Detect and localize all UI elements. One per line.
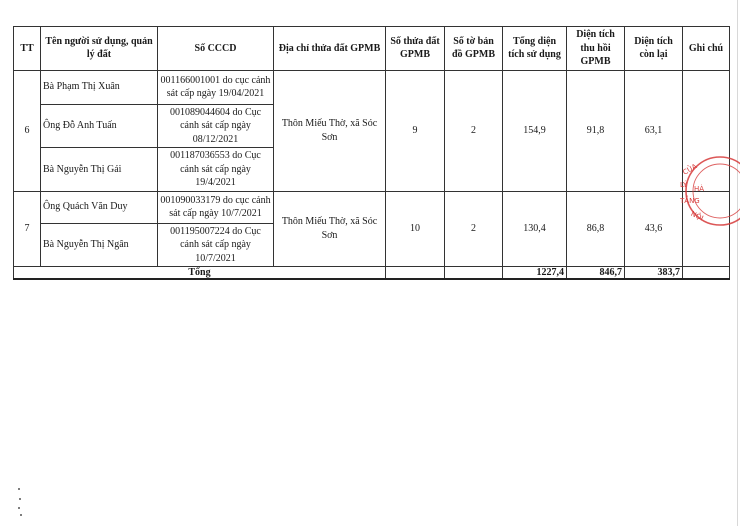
- svg-text:NỘI: NỘI: [689, 209, 705, 223]
- row-name: Bà Nguyễn Thị Gái: [41, 148, 158, 192]
- row-recovered-area: 91,8: [567, 70, 625, 191]
- header-parcels: Số thửa đất GPMB: [386, 27, 445, 71]
- total-label: Tổng: [14, 267, 386, 280]
- official-seal-stamp: [676, 151, 740, 231]
- header-recovered-area: Diện tích thu hồi GPMB: [567, 27, 625, 71]
- svg-text:HÀ: HÀ: [694, 185, 705, 193]
- total-row: [14, 267, 730, 280]
- row-maps: 2: [445, 70, 503, 191]
- row-tt: 7: [14, 191, 41, 267]
- row-name: Bà Nguyễn Thị Ngân: [41, 223, 158, 267]
- total-area-sum: 1227,4: [503, 267, 567, 280]
- land-clearance-table: [13, 26, 730, 280]
- header-name: Tên người sử dụng, quản lý đất: [41, 27, 158, 71]
- row-cccd: 001166001001 do cục cảnh sát cấp ngày 19/04/2021: [158, 70, 274, 104]
- total-note: [683, 267, 730, 280]
- row-cccd: 001090033179 do cục cảnh sát cấp ngày 10/7/2021: [158, 191, 274, 223]
- row-remaining-area: 43,6: [625, 191, 683, 267]
- table-row: [14, 70, 730, 104]
- row-name: Bà Phạm Thị Xuân: [41, 70, 158, 104]
- total-parcels: [386, 267, 445, 280]
- row-parcels: 10: [386, 191, 445, 267]
- header-address: Địa chỉ thửa đất GPMB: [274, 27, 386, 71]
- header-remaining-area: Diện tích còn lại: [625, 27, 683, 71]
- header-cccd: Số CCCD: [158, 27, 274, 71]
- header-note: Ghi chú: [683, 27, 730, 71]
- header-maps: Số tờ bản đồ GPMB: [445, 27, 503, 71]
- row-address: Thôn Miếu Thờ, xã Sóc Sơn: [274, 191, 386, 267]
- remaining-area-sum: 383,7: [625, 267, 683, 280]
- page-edge: [737, 0, 738, 526]
- total-maps: [445, 267, 503, 280]
- row-cccd: 001187036553 do Cục cảnh sát cấp ngày 19/4/2021: [158, 148, 274, 192]
- row-remaining-area: 63,1: [625, 70, 683, 191]
- svg-text:CỦA: CỦA: [681, 162, 699, 177]
- header-tt: TT: [14, 27, 41, 71]
- row-tt: 6: [14, 70, 41, 191]
- header-total-area: Tổng diện tích sử dụng: [503, 27, 567, 71]
- row-cccd: 001195007224 do Cục cảnh sát cấp ngày 10/7/2021: [158, 223, 274, 267]
- recovered-area-sum: 846,7: [567, 267, 625, 280]
- row-recovered-area: 86,8: [567, 191, 625, 267]
- row-name: Ông Đỗ Anh Tuấn: [41, 104, 158, 148]
- row-parcels: 9: [386, 70, 445, 191]
- row-total-area: 130,4: [503, 191, 567, 267]
- table-row: [14, 191, 730, 223]
- row-address: Thôn Miếu Thờ, xã Sóc Sơn: [274, 70, 386, 191]
- row-maps: 2: [445, 191, 503, 267]
- scan-speckles: [17, 488, 23, 516]
- row-cccd: 001089044604 do Cục cảnh sát cấp ngày 08/12/2021: [158, 104, 274, 148]
- svg-text:LÝ: LÝ: [680, 181, 688, 189]
- svg-text:TẦNG: TẦNG: [680, 197, 700, 205]
- row-name: Ông Quách Văn Duy: [41, 191, 158, 223]
- row-total-area: 154,9: [503, 70, 567, 191]
- table-header-row: [14, 27, 730, 71]
